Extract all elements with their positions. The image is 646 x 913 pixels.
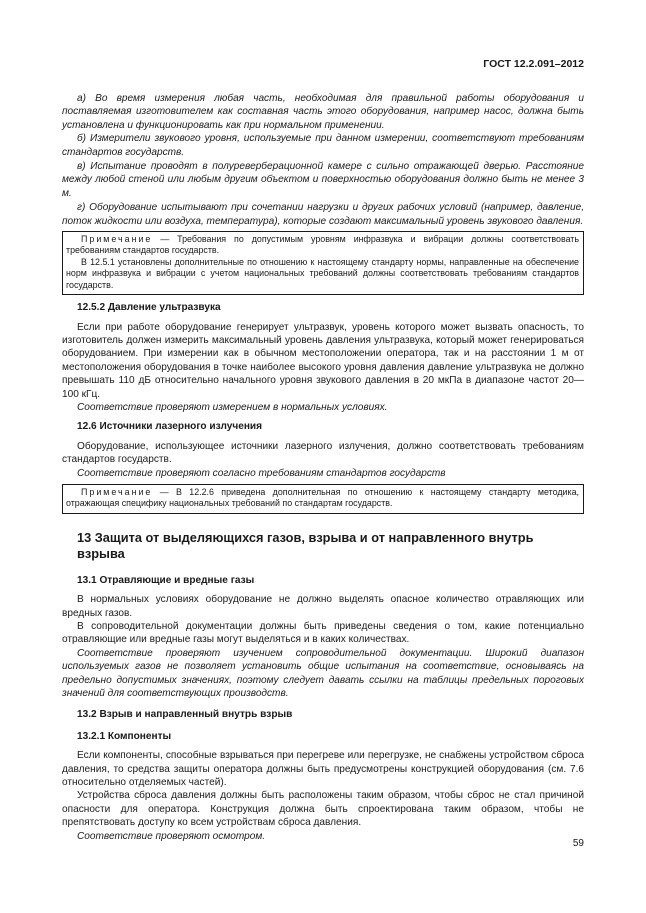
list-item-c: в) Испытание проводят в полуреверберационной камере с сильно отражающей дверью. Расстояние между любой стеной или любым другим объектом и поверхностью оборудования должно быть не менее 3 м. <box>62 161 584 199</box>
section-12-5-2-title: 12.5.2 Давление ультразвука <box>77 302 221 314</box>
section-13-2-1-paragraph-1: Если компоненты, способные взрываться при перегреве или перегрузке, не снабжены устройством сброса давления, то средства защиты оператора должны быть предусмотрены конструкцией оборудования (см. 7.6 относительно отделяемых частей). <box>62 750 584 789</box>
page-number: 59 <box>572 838 584 849</box>
section-12-6-compliance: Соответствие проверяют согласно требованиям стандартов государств <box>77 467 446 479</box>
note-box-2 <box>62 484 584 514</box>
section-12-6-title: 12.6 Источники лазерного излучения <box>77 421 263 433</box>
section-13-1-paragraph-2: В сопроводительной документации должны быть приведены сведения о том, какие потенциально отравляющие или вредные газы могут выделяться и в каких количествах. <box>62 621 584 646</box>
note-2-paragraph <box>66 487 579 510</box>
list-item-b: б) Измерители звукового уровня, используемые при данном измерении, соответствуют требованиям стандартов государств. <box>62 133 584 158</box>
section-13-1-paragraph-1: В нормальных условиях оборудование не должно выделять опасное количество отравляющих или вредных газов. <box>62 594 584 619</box>
note-1-text-1: — Требования по допустимым уровням инфразвука и вибрации должны соответствовать требованиям стандартов государств. <box>66 234 579 256</box>
section-13-1-title: 13.1 Отравляющие и вредные газы <box>77 574 255 586</box>
list-item-a: а) Во время измерения любая часть, необходимая для правильной работы оборудования и поставляемая изготовителем как составная часть этого оборудования, например насос, должна быть установлена и функционировать как при нормальном применении. <box>62 93 584 131</box>
note-1-text-2: В 12.5.1 установлены дополнительные по отношению к настоящему стандарту нормы, направленные на обеспечение норм инфразвука и вибрации с учетом национальных требований должны соответствовать требованиям стандартов государств. <box>66 256 579 290</box>
note-2-text: — В 12.2.6 приведена дополнительная по отношению к настоящему стандарту методика, отражающая специфику национальных требований по стандартам государств. <box>66 486 579 509</box>
note-1-paragraph-1 <box>66 234 579 257</box>
section-13-2-1-compliance: Соответствие проверяют осмотром. <box>77 830 266 842</box>
document-code: ГОСТ 12.2.091–2012 <box>483 58 584 70</box>
section-13-2-title: 13.2 Взрыв и направленный внутрь взрыв <box>77 709 293 721</box>
note-box-1 <box>62 231 584 295</box>
section-13-2-1-paragraph-2: Устройства сброса давления должны быть расположены таким образом, чтобы сброс не стал причиной опасности для оператора. Конструкция должна быть спроектирована таким образом, чтобы не препятствовать доступу ко всем устройствам сброса давления. <box>62 790 584 829</box>
section-12-5-2-compliance: Соответствие проверяют измерением в нормальных условиях. <box>77 401 388 413</box>
list-item-d: г) Оборудование испытывают при сочетании нагрузки и других рабочих условий (например, давление, поток жидкости или воздуха, температура), которые создают максимальный уровень звукового давления. <box>62 202 584 227</box>
page-content <box>62 92 584 843</box>
note-label: Примечание <box>81 234 153 245</box>
section-12-6-paragraph: Оборудование, использующее источники лазерного излучения, должно соответствовать требованиям стандартов государств. <box>62 440 584 466</box>
section-13-title: 13 Защита от выделяющихся газов, взрыва и от направленного внутрь взрыва <box>77 529 534 561</box>
section-13-2-1-title: 13.2.1 Компоненты <box>77 730 172 742</box>
section-13-1-compliance: Соответствие проверяют изучением сопроводительной документации. Широкий диапазон используемых газов не позволяет установить общие испытания на соответствие, основываясь на предельно допустимых значениях, поэтому следует давать ссылки на таблицы предельных пороговых значений для соответствующих производств. <box>62 647 584 700</box>
note-label: Примечание <box>81 486 153 497</box>
section-12-5-2-paragraph: Если при работе оборудование генерирует ультразвук, уровень которого может вызвать опасность, то изготовитель должен измерить максимальный уровень давления ультразвука, который может генерироваться оборудованием. При измерении как в обычном местоположении оператора, так и на расстоянии 1 м от местоположения оборудования в точке наиболее высокого уровня давления давление ультразвука не должно превышать 110 дБ относительно начального уровня звукового давления в 20 мкПа в диапазоне частот 20—100 кГц. <box>62 321 584 400</box>
